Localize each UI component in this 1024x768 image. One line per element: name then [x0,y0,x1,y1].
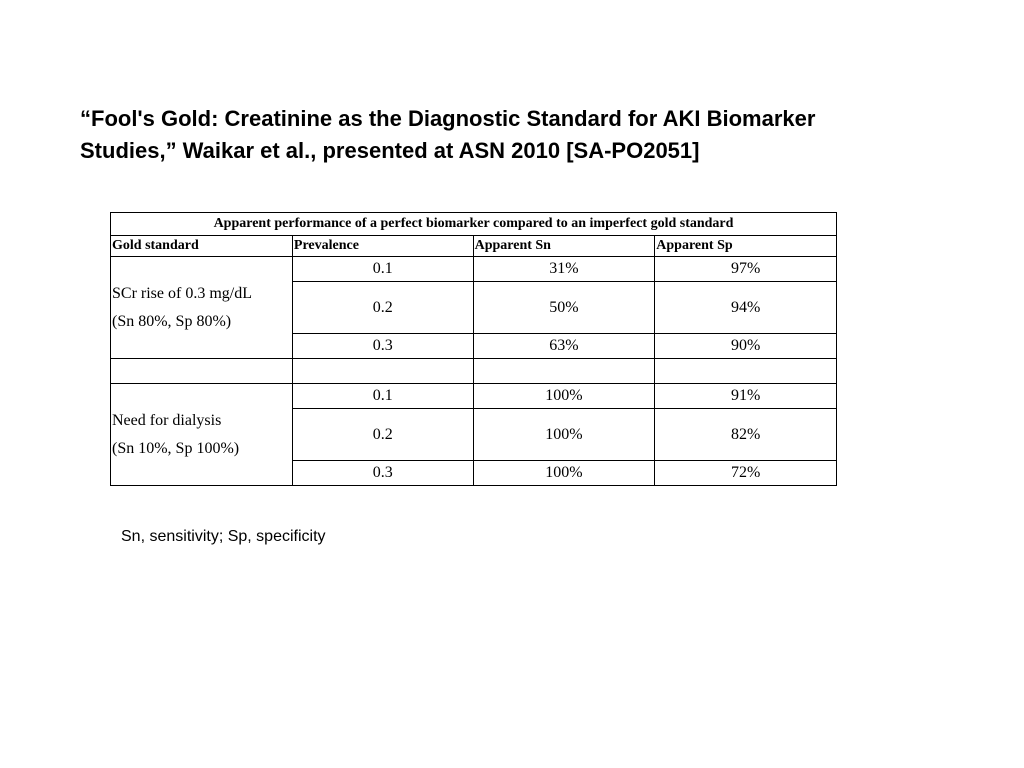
title-line-2: Studies,” Waikar et al., presented at ASN 2010 [SA-PO2051] [80,138,700,163]
blank-cell [473,359,655,384]
sp-cell: 82% [655,409,837,461]
blank-row [111,359,837,384]
group-label-line: SCr rise of 0.3 mg/dL [112,284,252,302]
sp-cell: 90% [655,334,837,359]
table-row [111,257,837,282]
blank-cell [292,359,473,384]
sp-cell: 94% [655,282,837,334]
header-row [111,236,837,257]
sp-cell: 91% [655,384,837,409]
prevalence-cell: 0.2 [292,282,473,334]
group-label-dialysis [111,384,293,486]
sn-cell: 50% [473,282,655,334]
group-label-line: Need for dialysis [112,411,222,429]
footnote: Sn, sensitivity; Sp, specificity [121,528,326,545]
sn-cell: 100% [473,461,655,486]
slide-title [80,103,960,167]
group-label-scr [111,257,293,359]
group-label-line: (Sn 80%, Sp 80%) [112,312,232,330]
sn-cell: 100% [473,409,655,461]
prevalence-cell: 0.2 [292,409,473,461]
blank-cell [111,359,293,384]
title-line-1: “Fool's Gold: Creatinine as the Diagnostic Standard for AKI Biomarker [80,106,816,131]
blank-cell [655,359,837,384]
prevalence-cell: 0.1 [292,257,473,282]
header-prevalence: Prevalence [292,236,473,257]
sn-cell: 31% [473,257,655,282]
header-apparent-sp: Apparent Sp [655,236,837,257]
sp-cell: 72% [655,461,837,486]
prevalence-cell: 0.1 [292,384,473,409]
prevalence-cell: 0.3 [292,334,473,359]
header-apparent-sn: Apparent Sn [473,236,655,257]
header-gold-standard: Gold standard [111,236,293,257]
prevalence-cell: 0.3 [292,461,473,486]
sn-cell: 63% [473,334,655,359]
performance-table [110,212,837,486]
group-label-line: (Sn 10%, Sp 100%) [112,439,240,457]
sp-cell: 97% [655,257,837,282]
caption-row [111,213,837,236]
table-caption: Apparent performance of a perfect biomarker compared to an imperfect gold standard [111,213,837,236]
table-row [111,384,837,409]
sn-cell: 100% [473,384,655,409]
